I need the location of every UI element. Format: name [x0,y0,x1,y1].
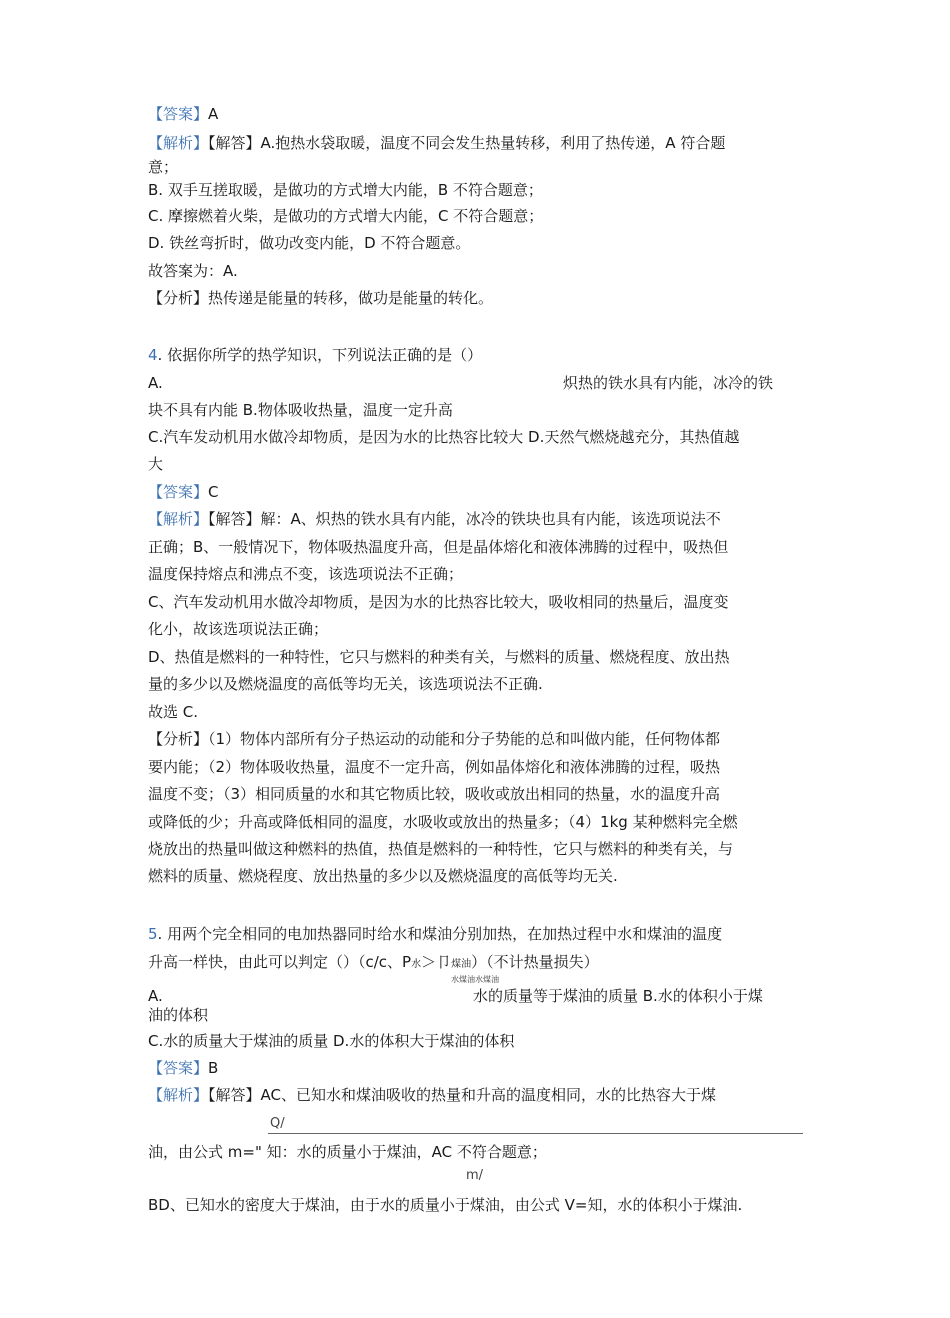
q3-summary: 【分析】热传递是能量的转移，做功是能量的转化。 [148,289,494,307]
q5-analysis-line: BD、已知水的密度大于煤油，由于水的质量小于煤油，由公式 V=知，水的体积小于煤油. [148,1196,743,1214]
q4-option-a-text: 炽热的铁水具有内能，冰冷的铁 [563,374,774,392]
q4-summary-line: 燃料的质量、燃烧程度、放出热量的多少以及燃烧温度的高低等均无关. [148,867,618,885]
q4-option-a-label: A. [148,374,163,392]
q4-summary-line: 烧放出的热量叫做这种燃料的热值，热值是燃料的一种特性，它只与燃料的种类有关，与 [148,840,734,858]
q4-options-ab: 块不具有内能 B.物体吸收热量，温度一定升高 [148,401,453,419]
q4-analysis-line: 温度保持熔点和沸点不变，该选项说法不正确； [148,565,464,583]
q5-options-ab-cont: 油的体积 [148,1006,209,1024]
q4-analysis-line: 化小，故该选项说法正确； [148,620,329,638]
q4-options-cd: C.汽车发动机用水做冷却物质，是因为水的比热容比较大 D.天然气燃烧越充分，其热值越 [148,428,740,446]
answer-value: A [208,105,219,123]
q5-option-a-text: 水的质量等于煤油的质量 B.水的体积小于煤 [473,987,763,1005]
answer-value: C [208,483,219,501]
answer-tag: 【答案】 [148,483,209,501]
answer-value: B [208,1059,219,1077]
q3-analysis-line: D. 铁丝弯折时，做功改变内能，D 不符合题意。 [148,234,471,252]
q4-stem: 4. 依据你所学的热学知识，下列说法正确的是（） [148,346,483,364]
question-number: 5 [148,925,158,943]
q3-analysis-line: C. 摩擦燃着火柴，是做功的方式增大内能，C 不符合题意； [148,207,544,225]
q4-analysis-line: 【解析】【解答】解：A、炽热的铁水具有内能，冰冷的铁块也具有内能，该选项说法不 [148,510,721,528]
q4-analysis-line: D、热值是燃料的一种特性，它只与燃料的种类有关，与燃料的质量、燃烧程度、放出热 [148,648,730,666]
answer-tag: 【答案】 [148,105,209,123]
analysis-tag: 【解析】 [148,134,209,152]
q3-analysis-line: B. 双手互搓取暖，是做功的方式增大内能，B 不符合题意； [148,181,543,199]
q5-analysis-line: 【解析】【解答】AC、已知水和煤油吸收的热量和升高的温度相同，水的比热容大于煤 [148,1086,716,1104]
q4-answer [148,482,219,502]
q4-summary-line: 或降低的少；升高或降低相同的温度，水吸收或放出的热量多；（4）1kg 某种燃料完全燃 [148,813,738,831]
question-number: 4 [148,346,158,364]
q3-answer [148,104,218,124]
q4-summary-line: 温度不变；（3）相同质量的水和其它物质比较，吸收或放出相同的热量，水的温度升高 [148,785,721,803]
formula-numerator: Q/ [270,1116,285,1131]
q4-analysis-line: C、汽车发动机用水做冷却物质，是因为水的比热容比较大，吸收相同的热量后，温度变 [148,593,729,611]
q5-options-cd: C.水的质量大于煤油的质量 D.水的体积大于煤油的体积 [148,1032,515,1050]
formula-denominator: m/ [466,1168,484,1183]
q4-options-cd-cont: 大 [148,455,164,473]
analysis-tag: 【解析】 [148,510,209,528]
subscript: 煤油 [451,959,472,970]
q5-option-a-label: A. [148,987,163,1005]
q3-conclusion: 故答案为：A. [148,262,238,280]
q5-stem: 5. 用两个完全相同的电加热器同时给水和煤油分别加热，在加热过程中水和煤油的温度 [148,925,723,943]
q4-summary-line: 要内能；（2）物体吸收热量，温度不一定升高，例如晶体熔化和液体沸腾的过程，吸热 [148,758,721,776]
q4-analysis-line: 量的多少以及燃烧温度的高低等均无关，该选项说法不正确. [148,675,543,693]
q4-summary-line: 【分析】（1）物体内部所有分子热运动的动能和分子势能的总和叫做内能，任何物体都 [148,730,721,748]
q5-answer [148,1058,218,1078]
answer-tag: 【答案】 [148,1059,209,1077]
q5-subscript-labels: 水煤油水煤油 [451,975,499,984]
q5-stem-cont: 升高一样快，由此可以判定（）（c/c、P水＞卩煤油）（不计热量损失） [148,953,599,971]
formula-fraction-bar [268,1133,803,1134]
q5-analysis-line: 油，由公式 m=" 知：水的质量小于煤油，AC 不符合题意； [148,1143,547,1161]
subscript: 水 [411,959,422,970]
q4-conclusion: 故选 C. [148,703,199,721]
q4-analysis-line: 正确；B、一般情况下，物体吸热温度升高，但是晶体熔化和液体沸腾的过程中，吸热但 [148,538,729,556]
analysis-tag: 【解析】 [148,1086,209,1104]
q3-analysis-line: 意； [148,158,179,176]
q3-analysis-line: 【解析】【解答】A.抱热水袋取暖，温度不同会发生热量转移，利用了热传递，A 符合题 [148,134,726,152]
